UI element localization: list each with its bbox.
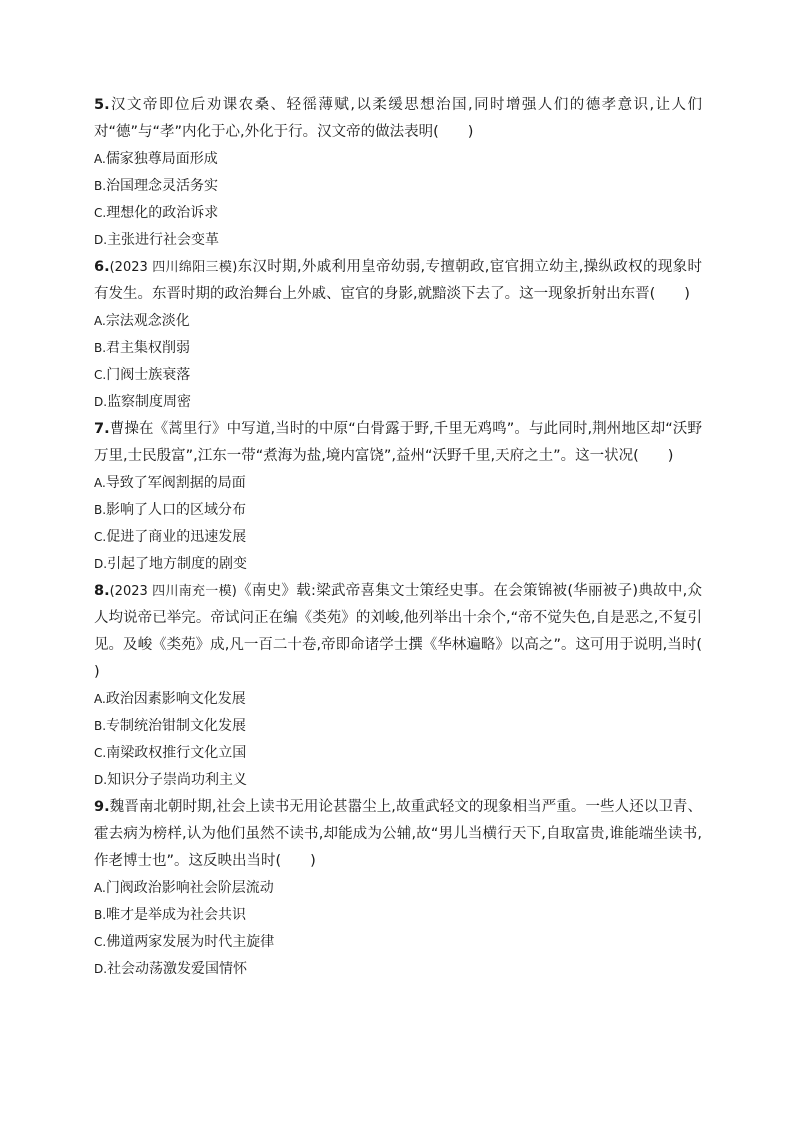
question-5 xyxy=(94,92,702,254)
option-letter: B. xyxy=(94,719,107,733)
option-letter: D. xyxy=(94,233,108,247)
option-text: 知识分子崇尚功利主义 xyxy=(107,772,248,788)
option-text: 导致了军阀割据的局面 xyxy=(105,475,246,491)
option-text: 门阀士族衰落 xyxy=(106,367,191,383)
option-text: 佛道两家发展为时代主旋律 xyxy=(106,934,275,950)
option-text: 南梁政权推行文化立国 xyxy=(106,745,247,761)
option-b[interactable] xyxy=(94,497,702,524)
question-number: 8. xyxy=(94,583,110,599)
question-text: 东汉时期,外戚利用皇帝幼弱,专擅朝政,宦官拥立幼主,操纵政权的现象时有发生。东晋时期的政治舞台上外戚、宦官的身影,就黯淡下去了。这一现象折射出东晋( ) xyxy=(94,259,702,302)
question-stem xyxy=(94,416,702,470)
question-number: 6. xyxy=(94,259,110,275)
exam-page xyxy=(94,92,731,983)
option-letter: B. xyxy=(94,341,107,355)
option-letter: C. xyxy=(94,206,107,220)
question-stem xyxy=(94,794,702,875)
question-stem xyxy=(94,254,702,308)
option-letter: B. xyxy=(94,503,107,517)
question-number: 5. xyxy=(94,97,110,113)
option-letter: D. xyxy=(94,557,108,571)
option-list xyxy=(94,470,702,578)
option-letter: B. xyxy=(94,179,107,193)
question-text: 汉文帝即位后劝课农桑、轻徭薄赋,以柔缓思想治国,同时增强人们的德孝意识,让人们对“德”与“孝”内化于心,外化于行。汉文帝的做法表明( ) xyxy=(94,97,702,140)
option-c[interactable] xyxy=(94,929,702,956)
option-list xyxy=(94,875,702,983)
question-text: 魏晋南北朝时期,社会上读书无用论甚嚣尘上,故重武轻文的现象相当严重。一些人还以卫青、霍去病为榜样,认为他们虽然不读书,却能成为公辅,故“男儿当横行天下,自取富贵,谁能端坐读书,作老博士也”。这反映出当时( ) xyxy=(94,799,702,869)
question-source: (2023 四川南充一模) xyxy=(109,584,237,599)
option-letter: C. xyxy=(94,746,107,760)
option-d[interactable] xyxy=(94,767,702,794)
option-text: 政治因素影响文化发展 xyxy=(105,691,246,707)
option-d[interactable] xyxy=(94,389,702,416)
option-letter: A. xyxy=(94,881,106,895)
question-7 xyxy=(94,416,702,578)
option-text: 社会动荡激发爱国情怀 xyxy=(107,961,248,977)
option-text: 君主集权削弱 xyxy=(106,340,191,356)
question-source: (2023 四川绵阳三模) xyxy=(109,260,238,275)
option-text: 儒家独尊局面形成 xyxy=(105,151,218,167)
option-text: 专制统治钳制文化发展 xyxy=(106,718,247,734)
option-letter: D. xyxy=(94,773,108,787)
option-c[interactable] xyxy=(94,524,702,551)
option-letter: C. xyxy=(94,935,107,949)
option-b[interactable] xyxy=(94,902,702,929)
question-stem xyxy=(94,578,731,686)
option-a[interactable] xyxy=(94,146,702,173)
option-d[interactable] xyxy=(94,551,702,578)
question-9 xyxy=(94,794,702,983)
option-text: 唯才是举成为社会共识 xyxy=(106,907,247,923)
option-letter: A. xyxy=(94,476,106,490)
option-text: 影响了人口的区域分布 xyxy=(106,502,247,518)
option-a[interactable] xyxy=(94,308,702,335)
option-letter: C. xyxy=(94,530,107,544)
option-list xyxy=(94,308,702,416)
option-c[interactable] xyxy=(94,362,702,389)
option-letter: A. xyxy=(94,692,106,706)
option-c[interactable] xyxy=(94,200,702,227)
question-8 xyxy=(94,578,731,794)
option-d[interactable] xyxy=(94,956,702,983)
question-text: 曹操在《蒿里行》中写道,当时的中原“白骨露于野,千里无鸡鸣”。与此同时,荆州地区却“沃野万里,士民殷富”,江东一带“煮海为盐,境内富饶”,益州“沃野千里,天府之土”。这一状况( ) xyxy=(94,421,702,464)
option-text: 门阀政治影响社会阶层流动 xyxy=(105,880,274,896)
option-list xyxy=(94,146,702,254)
option-a[interactable] xyxy=(94,686,702,713)
question-6 xyxy=(94,254,702,416)
question-number: 9. xyxy=(94,799,110,815)
option-b[interactable] xyxy=(94,713,702,740)
option-text: 主张进行社会变革 xyxy=(107,232,220,248)
option-letter: D. xyxy=(94,962,108,976)
option-text: 促进了商业的迅速发展 xyxy=(106,529,247,545)
option-b[interactable] xyxy=(94,335,702,362)
option-text: 宗法观念淡化 xyxy=(105,313,190,329)
question-stem xyxy=(94,92,702,146)
option-letter: B. xyxy=(94,908,107,922)
option-d[interactable] xyxy=(94,227,702,254)
option-a[interactable] xyxy=(94,470,702,497)
option-letter: A. xyxy=(94,152,106,166)
question-text: 《南史》载:梁武帝喜集文士策经史事。在会策锦被(华丽被子)典故中,众人均说帝已举完。帝试问正在编《类苑》的刘峻,他列举出十余个,“帝不觉失色,自是恶之,不复引见。及峻《类苑》成,凡一百二十卷,帝即命诸学士撰《华林遍略》以高之”。这可用于说明,当时( ) xyxy=(94,583,731,680)
option-text: 监察制度周密 xyxy=(107,394,192,410)
option-letter: C. xyxy=(94,368,107,382)
option-text: 理想化的政治诉求 xyxy=(106,205,219,221)
option-text: 引起了地方制度的剧变 xyxy=(107,556,248,572)
option-letter: A. xyxy=(94,314,106,328)
question-number: 7. xyxy=(94,421,110,437)
option-text: 治国理念灵活务实 xyxy=(106,178,219,194)
option-list xyxy=(94,686,702,794)
option-letter: D. xyxy=(94,395,108,409)
option-b[interactable] xyxy=(94,173,702,200)
option-a[interactable] xyxy=(94,875,702,902)
option-c[interactable] xyxy=(94,740,702,767)
